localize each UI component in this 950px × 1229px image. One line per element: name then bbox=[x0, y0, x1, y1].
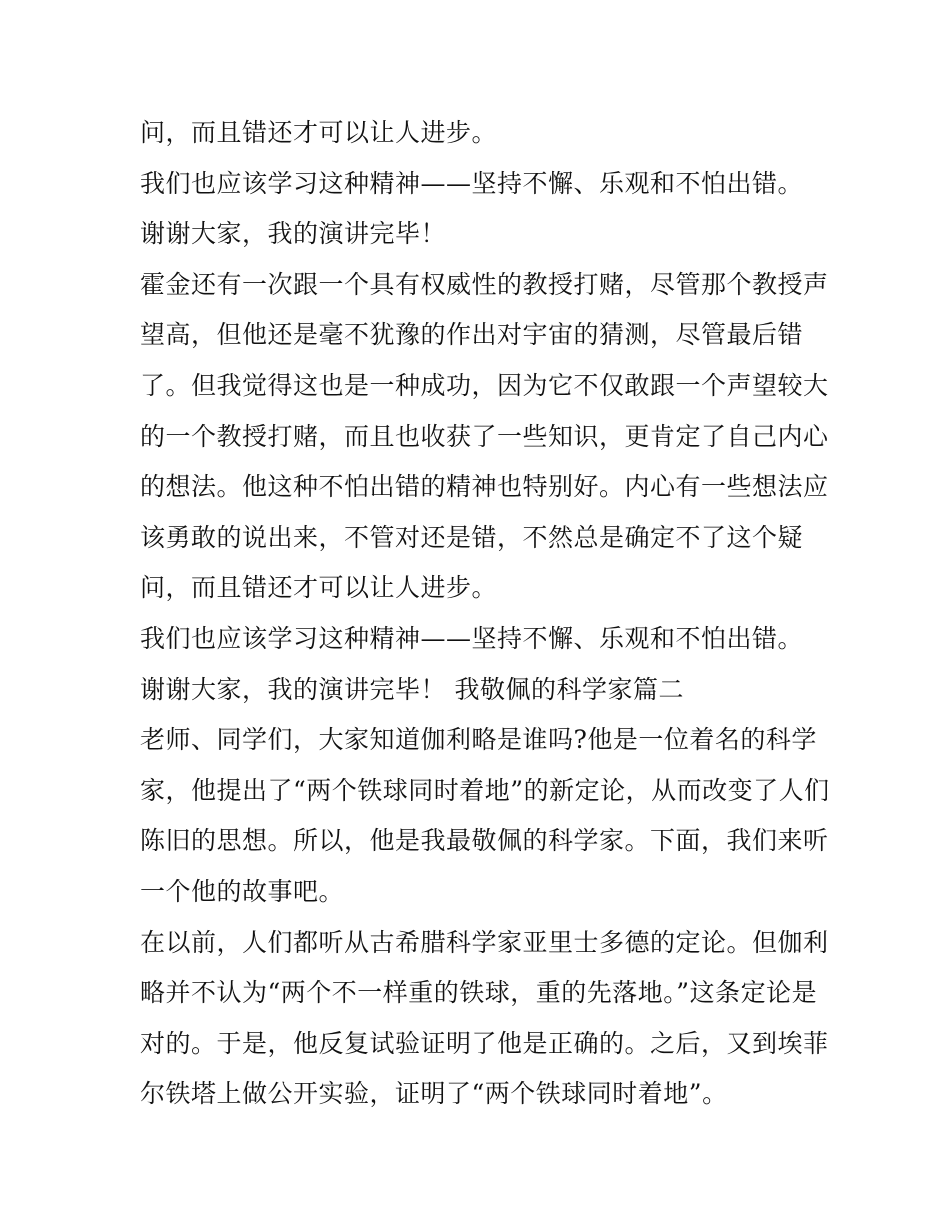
text-line: 问，而且错还才可以让人进步。 bbox=[140, 573, 498, 603]
text-line: 霍金还有一次跟一个具有权威性的教授打赌，尽管那个教授声 bbox=[140, 269, 829, 299]
text-line: 谢谢大家，我的演讲完毕！ bbox=[140, 219, 447, 249]
text-line: 该勇敢的说出来，不管对还是错，不然总是确定不了这个疑 bbox=[140, 522, 804, 552]
text-line: 谢谢大家，我的演讲完毕！ 我敬佩的科学家篇二 bbox=[140, 674, 684, 704]
text-line: 老师、同学们，大家知道伽利略是谁吗?他是一位着名的科学 bbox=[140, 725, 817, 755]
text-line: 对的。于是，他反复试验证明了他是正确的。之后，又到埃菲 bbox=[140, 1028, 829, 1058]
text-line: 在以前，人们都听从古希腊科学家亚里士多德的定论。但伽利 bbox=[140, 927, 829, 957]
text-line: 家，他提出了“两个铁球同时着地”的新定论，从而改变了人们 bbox=[140, 775, 830, 805]
text-line: 我们也应该学习这种精神——坚持不懈、乐观和不怕出错。 bbox=[140, 168, 804, 198]
text-line: 尔铁塔上做公开实验，证明了“两个铁球同时着地”。 bbox=[140, 1079, 728, 1109]
text-line: 我们也应该学习这种精神——坚持不懈、乐观和不怕出错。 bbox=[140, 623, 804, 653]
text-line: 略并不认为“两个不一样重的铁球，重的先落地。”这条定论是 bbox=[140, 978, 818, 1008]
text-line: 望高，但他还是毫不犹豫的作出对宇宙的猜测，尽管最后错 bbox=[140, 320, 804, 350]
text-line: 了。但我觉得这也是一种成功，因为它不仅敢跟一个声望较大 bbox=[140, 370, 829, 400]
text-line: 一个他的故事吧。 bbox=[140, 876, 345, 906]
text-line: 陈旧的思想。所以，他是我最敬佩的科学家。下面，我们来听 bbox=[140, 826, 829, 856]
text-line: 的想法。他这种不怕出错的精神也特别好。内心有一些想法应 bbox=[140, 472, 829, 502]
text-line: 问，而且错还才可以让人进步。 bbox=[140, 118, 498, 147]
document-body bbox=[140, 108, 830, 1120]
text-line: 的一个教授打赌，而且也收获了一些知识，更肯定了自己内心 bbox=[140, 421, 829, 451]
